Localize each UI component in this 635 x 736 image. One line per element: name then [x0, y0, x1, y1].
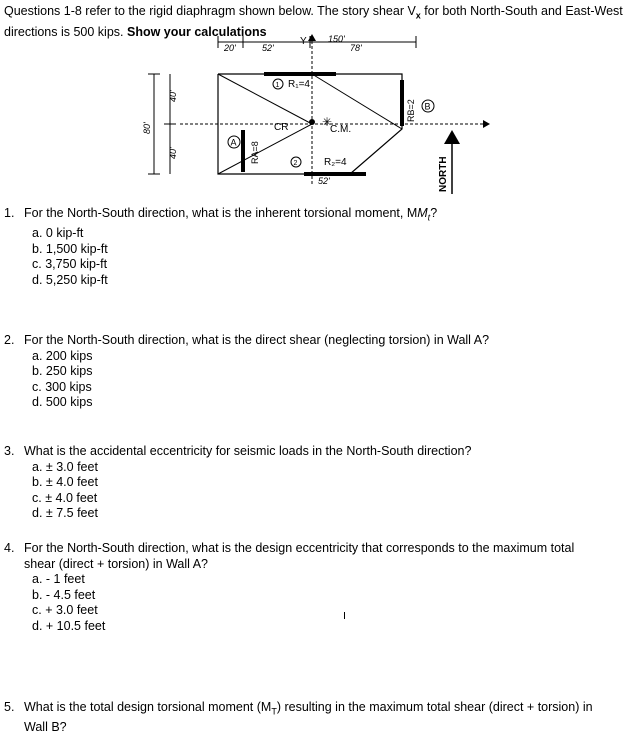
question-2-option-b[interactable]: b. 250 kips	[32, 364, 93, 378]
question-1-option-b[interactable]: b. 1,500 kip-ft	[32, 241, 108, 256]
dim-top-1: 20'	[224, 43, 236, 53]
question-1	[4, 206, 629, 288]
wall-b-rigidity: RB=2	[406, 99, 416, 122]
question-4-text: For the North-South direction, what is the design eccentricity that corresponds to the maximum total shear (direct + torsion) in Wall A?	[24, 541, 575, 571]
question-5-sub: T	[271, 706, 277, 717]
question-5-stem	[4, 700, 629, 736]
dim-top-total: 150'	[328, 34, 345, 44]
stray-mark	[344, 612, 345, 619]
question-5-text-b: ) resulting in the maximum total shear (direct + torsion) in Wall B?	[24, 700, 593, 734]
axis-y-label: Y	[300, 36, 307, 47]
question-5-text	[24, 700, 604, 736]
question-3	[4, 444, 629, 522]
question-1-text	[24, 206, 437, 226]
question-1-sub: t	[427, 212, 431, 223]
question-2-text: For the North-South direction, what is the direct shear (neglecting torsion) in Wall A?	[24, 333, 490, 347]
question-2-option-a[interactable]: a. 200 kips	[32, 348, 93, 363]
question-2-number: 2.	[4, 333, 15, 347]
x-axis-arrow-icon	[483, 120, 490, 128]
question-4-option-d[interactable]: d. + 10.5 feet	[32, 618, 106, 633]
question-5-text-a: What is the total design torsional moment (M	[24, 700, 272, 714]
dim-left-bottom: 40'	[168, 147, 178, 159]
question-1-option-c[interactable]: c. 3,750 kip-ft	[32, 257, 108, 271]
question-3-option-b[interactable]: b. ± 4.0 feet	[32, 475, 98, 489]
question-1-var: M	[417, 206, 428, 220]
north-label: NORTH	[438, 156, 449, 192]
question-2-stem	[4, 333, 629, 349]
question-3-option-a[interactable]: a. ± 3.0 feet	[32, 459, 98, 474]
intro-text-2: for both North-South and East-West directions is 500 kips.	[4, 4, 623, 39]
question-4-options	[32, 572, 629, 634]
dim-left-total: 80'	[142, 122, 152, 134]
question-4-option-a[interactable]: a. - 1 feet	[32, 572, 85, 586]
question-1-text-b: ?	[430, 206, 438, 220]
question-1-number: 1.	[4, 206, 15, 220]
question-2	[4, 333, 629, 411]
question-4-option-c[interactable]: c. + 3.0 feet	[32, 603, 98, 617]
question-4-stem	[4, 541, 629, 572]
question-3-stem	[4, 444, 629, 460]
question-2-option-c[interactable]: c. 300 kips	[32, 379, 92, 394]
question-1-stem	[4, 206, 629, 226]
question-1-option-d[interactable]: d. 5,250 kip-ft	[32, 272, 108, 287]
wall-2-rigidity: R₂=4	[324, 157, 347, 168]
cm-point-icon: ✳	[322, 115, 333, 129]
intro-bold: Show your calculations	[126, 24, 267, 39]
y-axis-arrow-icon	[308, 34, 316, 41]
wall-1-label: 1	[275, 82, 280, 89]
dim-left-top: 40'	[168, 90, 178, 102]
wall-a-label: A	[230, 137, 237, 148]
dim-top-3: 78'	[350, 43, 362, 53]
cm-label: C.M.	[330, 124, 352, 135]
question-1-options	[32, 226, 629, 288]
cr-point	[309, 119, 315, 125]
wall-2-label: 2	[293, 160, 298, 167]
wall-b-label: B	[424, 101, 431, 112]
question-4	[4, 541, 629, 634]
dim-bottom: 52'	[318, 176, 330, 186]
question-3-text: What is the accidental eccentricity for seismic loads in the North-South direction?	[24, 444, 472, 458]
wall-a-rigidity: RA=8	[250, 141, 260, 164]
cr-label: CR	[274, 122, 289, 133]
question-1-text-a: For the North-South direction, what is the inherent torsional moment, M	[24, 206, 418, 220]
question-2-option-d[interactable]: d. 500 kips	[32, 395, 93, 409]
question-3-option-c[interactable]: c. ± 4.0 feet	[32, 490, 98, 505]
wall-1-rigidity: R₁=4	[288, 79, 310, 90]
north-arrow-icon	[444, 130, 460, 144]
question-5	[4, 700, 629, 736]
question-3-number: 3.	[4, 444, 15, 458]
question-2-options	[32, 349, 629, 411]
diaphragm-diagram	[140, 34, 500, 204]
question-3-options	[32, 460, 629, 522]
question-5-number: 5.	[4, 700, 15, 714]
intro-subscript: x	[415, 10, 421, 21]
dim-top-2: 52'	[262, 43, 274, 53]
intro-text: Questions 1-8 refer to the rigid diaphragm shown below. The story shear V	[4, 4, 416, 18]
question-1-option-a[interactable]: a. 0 kip-ft	[32, 226, 84, 240]
question-4-option-b[interactable]: b. - 4.5 feet	[32, 587, 96, 602]
question-4-number: 4.	[4, 541, 15, 555]
question-3-option-d[interactable]: d. ± 7.5 feet	[32, 506, 98, 520]
